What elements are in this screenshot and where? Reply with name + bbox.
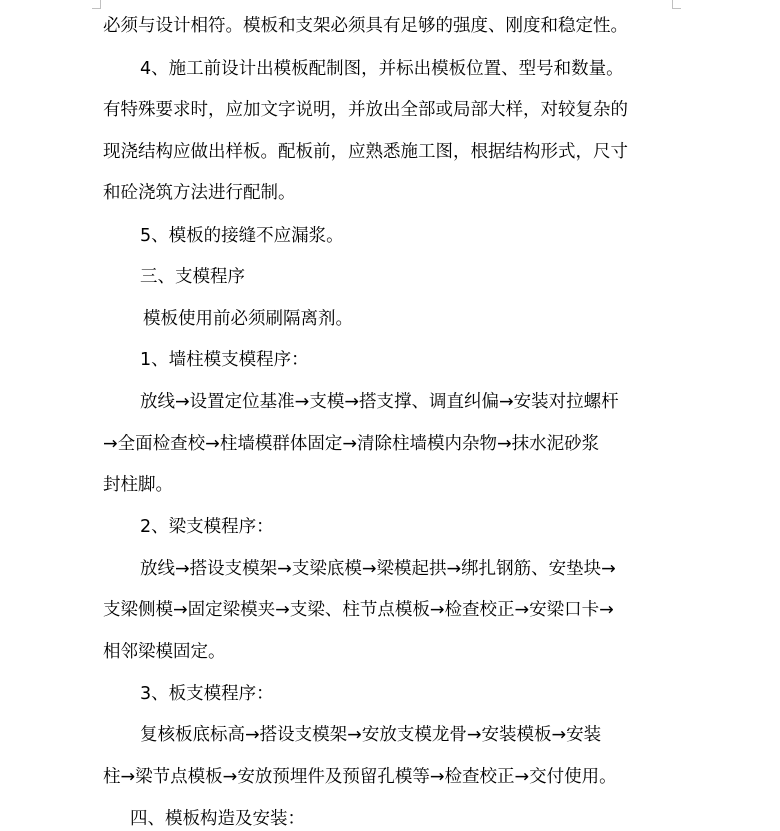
paragraph-line: 必须与设计相符。模板和支架必须具有足够的强度、刚度和稳定性。 [103, 16, 628, 36]
paragraph-line: 5、模板的接缝不应漏浆。 [140, 226, 344, 246]
paragraph-line: 复核板底标高→搭设支模架→安放支模龙骨→安装模板→安装 [140, 725, 602, 745]
section-heading: 三、支模程序 [140, 267, 245, 287]
paragraph-line: 和砼浇筑方法进行配制。 [103, 183, 296, 203]
page-margin-corner-right [672, 0, 681, 9]
paragraph-line: 模板使用前必须刷隔离剂。 [143, 309, 353, 329]
paragraph-line: 支梁侧模→固定梁模夹→支梁、柱节点模板→检查校正→安梁口卡→ [103, 600, 614, 620]
paragraph-line: 封柱脚。 [103, 475, 173, 495]
paragraph-line: 有特殊要求时，应加文字说明，并放出全部或局部大样，对较复杂的 [103, 100, 628, 120]
paragraph-line: 4、施工前设计出模板配制图，并标出模板位置、型号和数量。 [140, 59, 624, 79]
section-heading: 四、模板构造及安装： [130, 809, 305, 829]
paragraph-line: 现浇结构应做出样板。配板前，应熟悉施工图，根据结构形式，尺寸 [103, 142, 628, 162]
subsection-heading: 2、梁支模程序： [140, 517, 274, 537]
subsection-heading: 3、板支模程序： [140, 684, 274, 704]
paragraph-line: 相邻梁模固定。 [103, 642, 226, 662]
subsection-heading: 1、墙柱模支模程序： [140, 350, 309, 370]
page-margin-corner-left [92, 0, 101, 9]
paragraph-line: 柱→梁节点模板→安放预埋件及预留孔模等→检查校正→交付使用。 [103, 767, 617, 787]
paragraph-line: 放线→搭设支模架→支梁底模→梁模起拱→绑扎钢筋、安垫块→ [140, 559, 616, 579]
paragraph-line: →全面检查校→柱墙模群体固定→清除柱墙模内杂物→抹水泥砂浆 [103, 434, 600, 454]
paragraph-line: 放线→设置定位基准→支模→搭支撑、调直纠偏→安装对拉螺杆 [140, 392, 619, 412]
